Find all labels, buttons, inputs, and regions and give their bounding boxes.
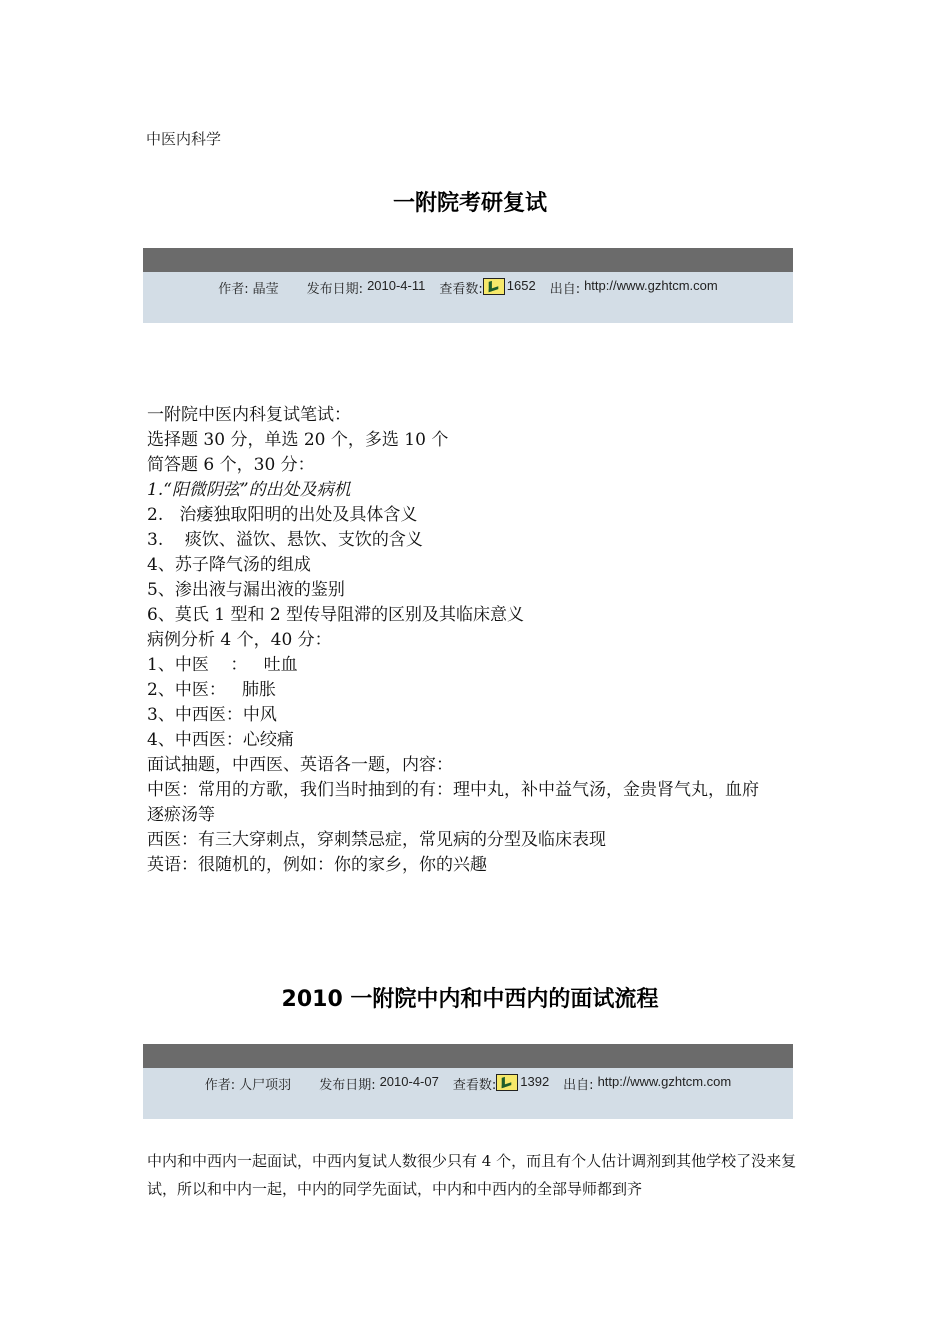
author-name: 人尸项羽 <box>239 1078 292 1093</box>
author-name: 晶莹 <box>252 282 279 297</box>
body-line: 4、苏子降气汤的组成 <box>147 555 311 575</box>
source-link[interactable]: http://www.gzhtcm.com <box>584 278 718 293</box>
publish-date: 2010-4-11 <box>367 278 426 293</box>
article-meta-box <box>143 248 793 323</box>
views-label: 查看数: <box>439 282 483 297</box>
body-line: 3、中西医：中风 <box>147 705 277 725</box>
views-icon <box>496 1074 518 1091</box>
body-line: 5、渗出液与漏出液的鉴别 <box>147 580 345 600</box>
views-label: 查看数: <box>452 1078 497 1093</box>
body-line: 西医：有三大穿刺点，穿刺禁忌症，常见病的分型及临床表现 <box>147 830 606 850</box>
meta-top-bar <box>143 1044 793 1068</box>
source-link[interactable]: http://www.gzhtcm.com <box>597 1074 732 1089</box>
author-label: 作者: <box>218 282 249 297</box>
views-icon <box>483 278 505 295</box>
body-line: 4、中西医：心绞痛 <box>147 730 294 750</box>
author-label: 作者: <box>204 1078 236 1093</box>
body-line: 面试抽题，中西医、英语各一题，内容： <box>147 755 453 775</box>
date-label: 发布日期: <box>306 282 364 297</box>
body-line: 中医：常用的方歌，我们当时抽到的有：理中丸，补中益气汤，金贵肾气丸，血府逐瘀汤等 <box>147 780 759 825</box>
body-line: 2. 治痿独取阳明的出处及具体含义 <box>147 505 418 525</box>
publish-date: 2010-4-07 <box>379 1074 439 1089</box>
body-line: 1.“阳微阴弦”的出处及病机 <box>147 480 351 500</box>
body-paragraph: 中内和中西内一起面试，中西内复试人数很少只有 4 个，而且有个人估计调剂到其他学校了没来复试，所以和中内一起，中内的同学先面试，中内和中西内的全部导师都到齐 <box>147 1152 797 1198</box>
article-body <box>147 403 797 878</box>
article-meta-box <box>143 1044 793 1119</box>
article-body <box>147 1147 797 1203</box>
body-line: 英语：很随机的，例如：你的家乡，你的兴趣 <box>147 855 487 875</box>
views-count: 1392 <box>520 1074 550 1089</box>
source-label: 出自: <box>563 1078 594 1093</box>
date-label: 发布日期: <box>319 1078 376 1093</box>
body-line: 2、中医： 肺胀 <box>147 680 277 700</box>
article-title: 2010 一附院中内和中西内的面试流程 <box>281 987 659 1012</box>
body-line: 病例分析 4 个，40 分： <box>147 630 332 650</box>
body-line: 1、中医 ： 吐血 <box>147 655 298 675</box>
views-count: 1652 <box>506 278 536 293</box>
article-title: 一附院考研复试 <box>392 191 547 216</box>
body-line: 3. 痰饮、溢饮、悬饮、支饮的含义 <box>147 530 423 550</box>
body-line: 一附院中医内科复试笔试： <box>147 405 351 425</box>
source-label: 出自: <box>549 282 581 297</box>
meta-row <box>143 272 793 323</box>
body-line: 简答题 6 个，30 分： <box>147 455 315 475</box>
meta-row <box>143 1068 793 1119</box>
page-header: 中医内科学 <box>146 130 222 148</box>
body-line: 选择题 30 分，单选 20 个，多选 10 个 <box>147 430 449 450</box>
body-line: 6、莫氏 1 型和 2 型传导阻滞的区别及其临床意义 <box>147 605 525 625</box>
meta-top-bar <box>143 248 793 272</box>
